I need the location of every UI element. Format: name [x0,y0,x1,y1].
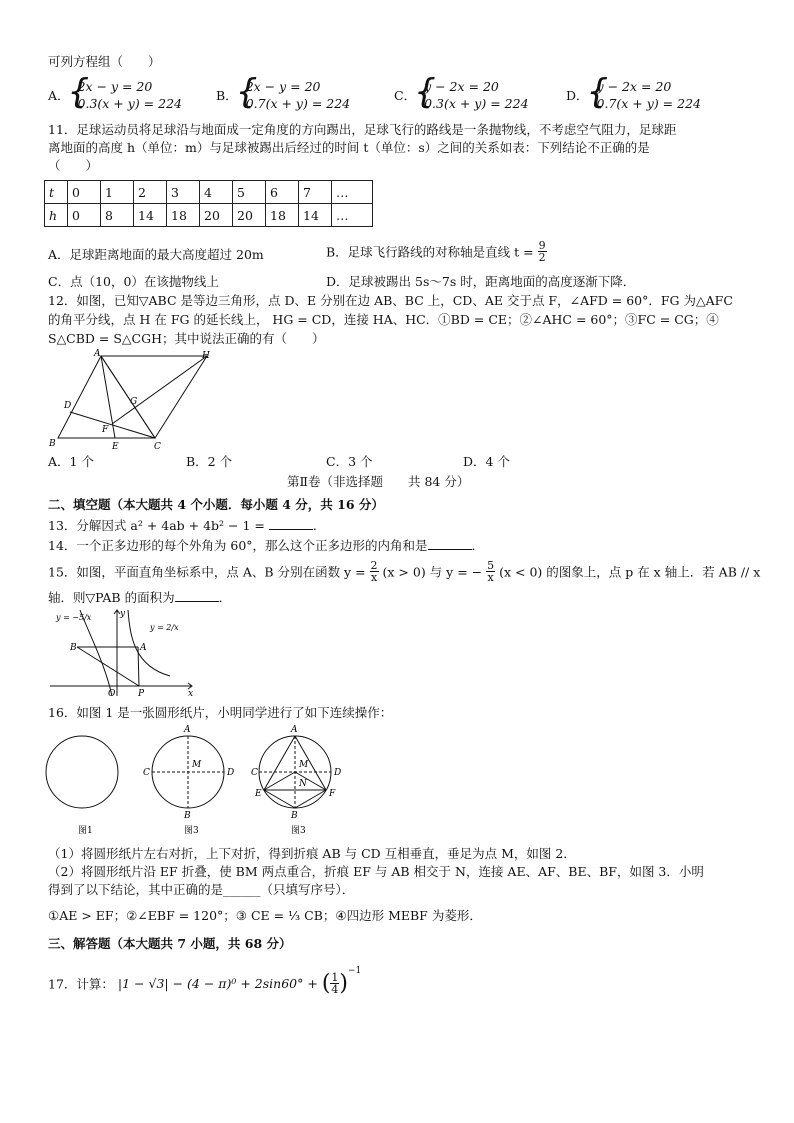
q12-line3: S△CBD = S△CGH；其中说法正确的有（ ） [48,331,325,346]
q12-option-a: A．1 个 [48,454,94,469]
fig1-caption: 图1 [78,826,93,836]
q16-conclusions: ①AE > EF；②∠EBF = 120°；③ CE = ⅓ CB；④四边形 MEBF 为菱形． [48,908,482,923]
q11-line2: 离地面的高度 h（单位：m）与足球被踢出后经过的时间 t（单位：s）之间的关系如表：下列结论不正确的是 [48,140,650,155]
section-2-title: 二、填空题（本大题共 4 个小题．每小题 4 分，共 16 分） [48,497,384,512]
pt-o: O [108,689,116,698]
q11-option-c: C．点（10，0）在该抛物线上 [48,274,219,289]
q17: 17．计算： |1 − √3| − (4 − π)⁰ + 2sin60° + ( $\frac{1}{4}$ )$^{-1}$ [48,966,362,996]
q16-step2b: 得到了以下结论，其中正确的是______（只填写序号）． [48,882,355,897]
q11-option-d: D．足球被踢出 5s～7s 时，距离地面的高度逐渐下降． [326,274,636,289]
q10-option-d: D． { y − 2x = 20 0.7(x + y) = 224 [566,78,701,112]
fig3-caption: 图3 [291,826,306,836]
q13: 13．分解因式 a² + 4ab + 4b² − 1 = ． [48,518,326,533]
q11-option-a: A．足球距离地面的最大高度超过 20m [48,247,264,262]
q12-line2: 的角平分线，点 H 在 FG 的延长线上， HG = CD，连接 HA、HC．①BD = CE；②∠AHC = 60°；③FC = CG；④ [48,312,719,327]
q12-option-c: C．3 个 [326,454,373,469]
pt-f: F [102,425,109,435]
fig2-a: A [184,725,191,735]
pt-b: B [49,439,56,449]
pt-h: H [202,351,210,361]
pt-c: C [154,442,161,452]
pt-a: A [140,643,147,653]
q11-table [44,180,373,227]
fig3-m: M [299,760,309,770]
pt-b: B [70,643,77,653]
q16-step2a: （2）将圆形纸片沿 EF 折叠，使 BM 两点重合，折痕 EF 与 AB 相交于 N，连接 AE、AF、BE、BF，如图 3．小明 [48,864,704,879]
answer-blank [269,529,313,530]
fig3-d: D [334,768,342,778]
q14: 14．一个正多边形的每个外角为 60°，那么这个正多边形的内角和是 ． [48,538,485,553]
q10-tail: 可列方程组（ ） [48,54,161,69]
part2-title: 第Ⅱ卷（非选择题 共 84 分） [287,474,470,489]
fig2-c: C [143,768,150,778]
answer-blank [428,549,472,550]
table-row-h: h 0 8 14 18 20 20 18 14 … [45,204,373,227]
fig3-a: A [291,725,298,735]
q10-option-b: B． { 2x − y = 20 0.7(x + y) = 224 [216,78,350,112]
section-3-title: 三、解答题（本大题共 7 小题，共 68 分） [48,936,292,951]
fig3-n: N [299,779,307,789]
q11-line1: 11．足球运动员将足球沿与地面成一定角度的方向踢出，足球飞行的路线是一条抛物线，不考虑空气阻力，足球距 [48,122,677,137]
table-row-t: t 0 1 2 3 4 5 6 7 … [45,181,373,204]
pt-e: E [112,442,119,452]
q11-option-b: B．足球飞行路线的对称轴是直线 t = $\frac{9}{2}$ [326,239,546,264]
q16-intro: 16．如图 1 是一张圆形纸片，小明同学进行了如下连续操作： [48,705,393,720]
fig3-b: B [291,811,298,821]
q12-option-b: B．2 个 [186,454,233,469]
fig2-b: B [184,811,191,821]
q16-step1: （1）将圆形纸片左右对折，上下对折，得到折痕 AB 与 CD 互相垂直，垂足为点 M，如图 2． [48,846,576,861]
q12-option-d: D．4 个 [463,454,510,469]
axis-y-label: y [120,609,126,619]
q11-line3: （ ） [48,158,99,173]
q15-line1: 15．如图，平面直角坐标系中，点 A、B 分别在函数 y = $\frac{2}{x}$ (x > 0) 与 y = − $\frac{5}{x}$ (x < 0) 的图象上，点 p 在 x 轴上．若 AB // x [48,559,761,584]
pt-d: D [64,401,72,411]
q10-option-c: C． { y − 2x = 20 0.3(x + y) = 224 [394,78,529,112]
q12-figure [44,346,220,452]
pt-g: G [130,397,138,407]
q12-line1: 12．如图，已知▽ABC 是等边三角形，点 D、E 分别在边 AB、BC 上，CD、AE 交于点 F，∠AFD = 60°．FG 为△AFC [48,293,733,308]
fig2-m: M [192,760,202,770]
q15-line2: 轴．则▽PAB 的面积为 ． [48,590,232,605]
fig2-d: D [227,768,235,778]
fig3-f: F [329,789,336,799]
curve-label-left: y = −5/x [56,613,92,622]
fig3-e: E [255,789,262,799]
axis-x-label: x [188,689,194,698]
answer-blank [175,601,219,602]
fig3-c: C [251,768,258,778]
fig2-caption: 图3 [184,826,199,836]
q16-figures [44,720,364,838]
pt-a: A [94,349,101,359]
pt-p: P [138,689,145,698]
q10-option-a: A． { 2x − y = 20 0.3(x + y) = 224 [48,78,182,112]
curve-label-right: y = 2/x [150,623,179,632]
q15-graph [50,606,200,698]
